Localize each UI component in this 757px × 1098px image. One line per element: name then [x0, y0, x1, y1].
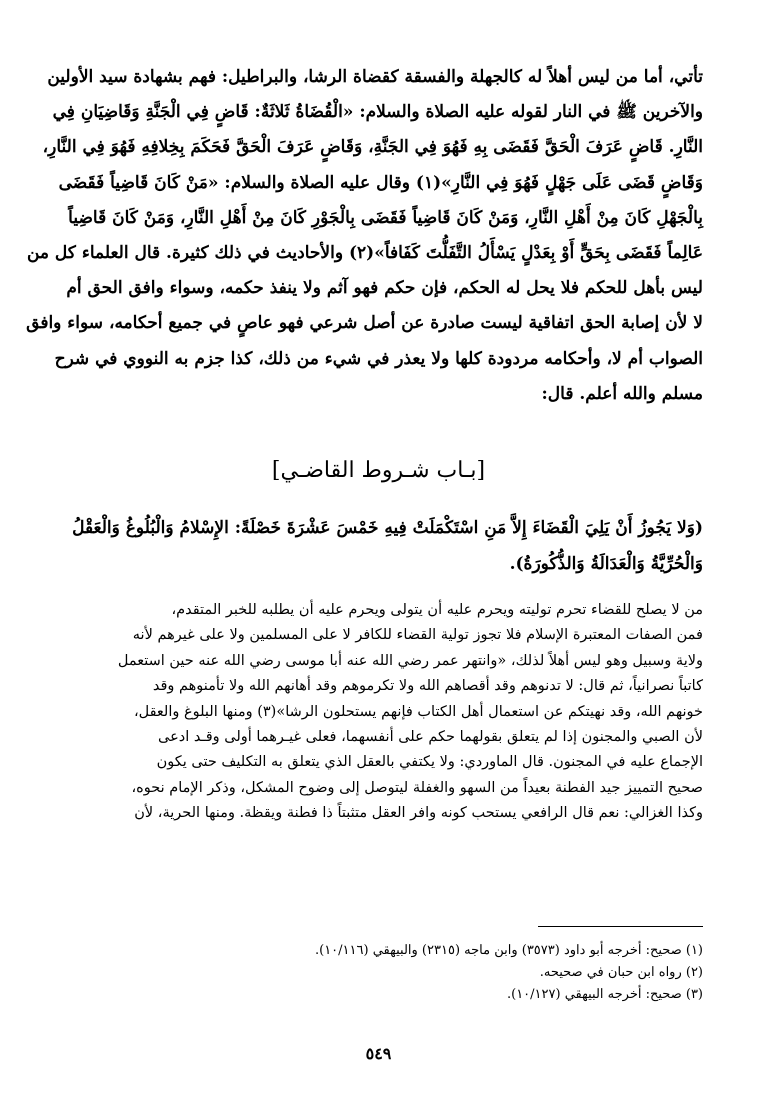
- text-line: الصواب أم لا، وأحكامه مردودة كلها ولا يعذر في شيء من ذلك، كذا جزم به النووي في شرح: [54, 348, 703, 369]
- chapter-heading-text: [بـاب شـروط القاضـي]: [271, 458, 486, 483]
- matn-text: [68, 510, 703, 582]
- footnotes: [68, 940, 703, 1006]
- text-line: ولاية وسبيل وهو ليس أهلاً لذلك، «وانتهر عمر رضي الله عنه أبا موسى رضي الله عنه حين استعمل: [117, 652, 703, 669]
- matn-line: وَالْحُرِّيَّةُ وَالْعَدَالَةُ وَالذُّكُورَةُ).: [509, 554, 703, 574]
- page-number: ٥٤٩: [365, 1044, 392, 1063]
- text-line: خونهم الله، وقد نهيتكم عن استعمال أهل الكتاب فإنهم يستحلون الرشا»(٣) ومنها البلوغ والعقل،: [133, 703, 703, 720]
- text-line: ليس بأهل للحكم فلا يحل له الحكم، فإن حكم فهو آثم ولا ينفذ حكمه، وسواء وافق الحق أم: [66, 278, 703, 299]
- text-line: من لا يصلح للقضاء تحرم توليته ويحرم عليه أن يتولى ويحرم عليه أن يطلبه للخبر المتقدم،: [171, 602, 703, 618]
- footnote-divider: [538, 926, 703, 927]
- text-line: النَّارِ. قَاضٍ عَرَفَ الْحَقَّ فَقَضَى بِهِ فَهُوَ فِي الجَنَّةِ، وَقَاضٍ عَرَفَ الْحَقَّ فَحَكَمَ بِخِلافِهِ فَهُوَ فِي النَّارِ،: [42, 137, 703, 158]
- text-line: فمن الصفات المعتبرة الإسلام فلا تجوز تولية القضاء للكافر لا على المسلمين ولا على غيرهم لأنه: [132, 627, 703, 644]
- matn-line: (وَلا يَجُوزُ أَنْ يَلِيَ الْقَضَاءَ إِلاَّ مَنِ اسْتَكْمَلَتْ فِيهِ خَمْسَ عَشْرَةَ خَصْلَةً: الإِسْلامُ وَالْبُلُوغُ وَالْعَقْلُ: [72, 518, 703, 538]
- text-line: والآخرين ﷺ في النار لقوله عليه الصلاة والسلام: «الْقُضَاةُ ثَلاثَةٌ: قَاضٍ فِي الْجَنَّةِ وَقَاضِيَانِ فِي: [52, 102, 703, 123]
- text-line: عَالِماً فَقَضَى بِحَقٍّ أَوْ بِعَدْلٍ يَسْأَلُ التَّفَلُّتَ كَفَافاً»(٢) والأحاديث في ذلك كثيرة. قال العلماء كل من: [26, 242, 703, 263]
- text-line: صحيح التمييز جيد الفطنة بعيداً من السهو والغفلة ليتوصل إلى وضوح المشكل، وذكر الإمام نحوه،: [131, 779, 703, 796]
- text-line: وَقَاضٍ قَضَى عَلَى جَهْلٍ فَهُوَ فِي النَّارِ»(١) وقال عليه الصلاة والسلام: «مَنْ كَانَ قَاضِياً فَقَضَى: [58, 172, 703, 193]
- footnote: (٣) صحيح: أخرجه البيهقي (١٠/١٢٧).: [506, 987, 703, 1002]
- commentary-paragraph: [68, 598, 703, 827]
- text-line: مسلم والله أعلم. قال:: [541, 383, 703, 404]
- text-line: وكذا الغزالي: نعم قال الرافعي يستحب كونه وافر العقل متثبتاً ذا فطنة ويقظة. ومنها الحرية، لأن: [134, 805, 703, 822]
- footnote: (٢) رواه ابن حبان في صحيحه.: [539, 965, 703, 980]
- top-paragraph: [26, 60, 703, 412]
- footnote: (١) صحيح: أخرجه أبو داود (٣٥٧٣) وابن ماجه (٢٣١٥) والبيهقي (١٠/١١٦).: [314, 943, 703, 958]
- text-line: لا لأن إصابة الحق اتفاقية ليست صادرة عن أصل شرعي فهو عاصٍ في جميع أحكامه، سواء وافق: [26, 313, 703, 334]
- text-line: الإجماع عليه في المجنون. قال الماوردي: ولا يكتفي بالعقل الذي يتعلق به التكليف حتى يكون: [156, 754, 703, 771]
- text-line: تأتي، أما من ليس أهلاً له كالجهلة والفسقة كقضاة الرشا، والبراطيل: فهم بشهادة سيد الأولين: [47, 67, 703, 87]
- text-line: لأن الصبي والمجنون إذا لم يتعلق بقولهما حكم على أنفسهما، فعلى غيـرهما أولى وقـد ادعى: [158, 728, 703, 745]
- chapter-heading: [0, 458, 757, 483]
- text-line: بِالْجَهْلِ كَانَ مِنْ أَهْلِ النَّارِ، وَمَنْ كَانَ قَاضِياً فَقَضَى بِالْجَوْرِ كَانَ مِنْ أَهْلِ النَّارِ، وَمَنْ كَانَ قَاضِياً: [68, 207, 703, 228]
- text-line: كاتباً نصرانياً، ثم قال: لا تدنوهم وقد أقصاهم الله ولا تكرموهم وقد أهانهم الله ولا تأمنوهم وقد: [152, 678, 703, 695]
